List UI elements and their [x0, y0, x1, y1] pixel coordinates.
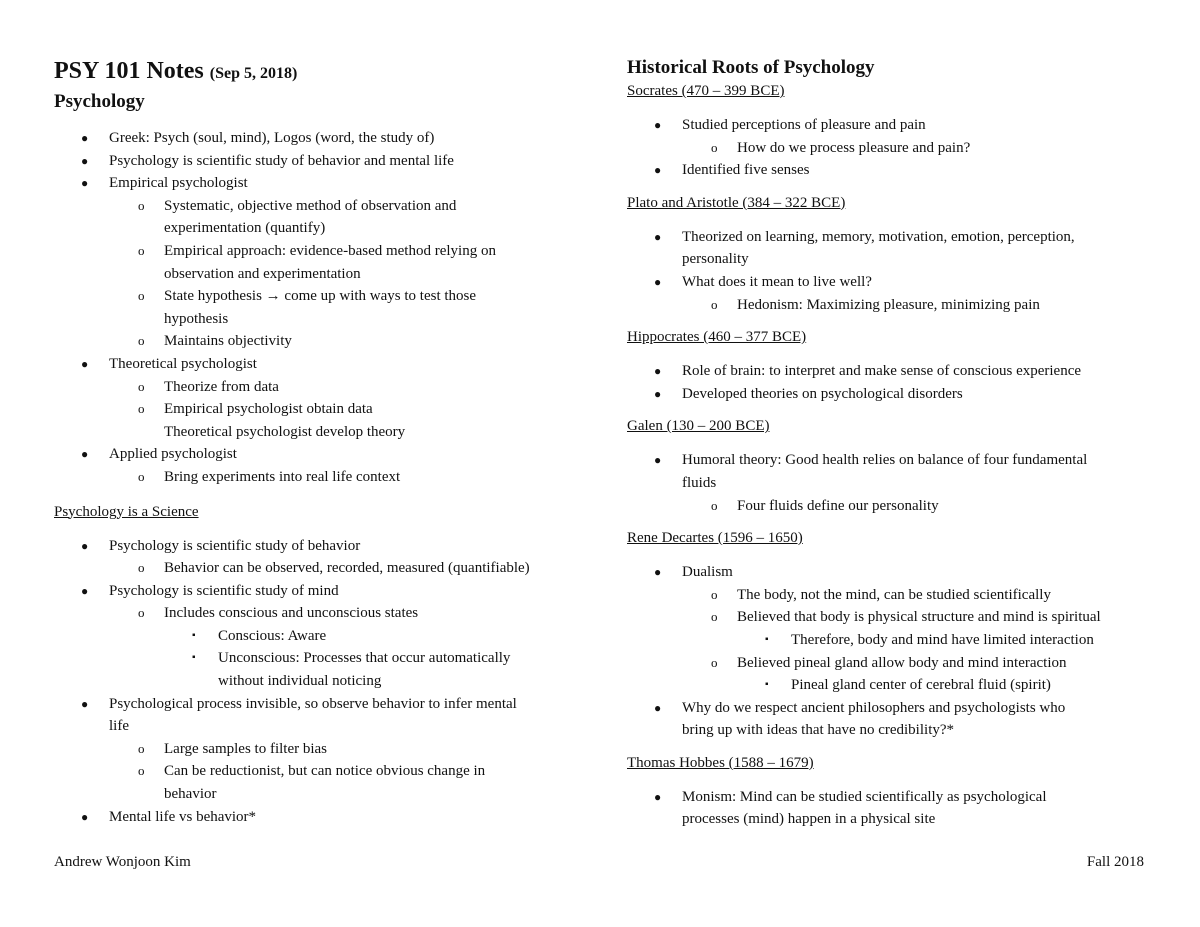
circle-marker: o	[138, 763, 145, 779]
bullet-marker: ●	[654, 229, 662, 244]
list-item: o Can be reductionist, but can notice obvious change in	[54, 760, 579, 783]
list-item: ● Psychological process invisible, so observe behavior to infer mental	[54, 693, 579, 716]
list-item: ● Psychology is scientific study of behavior and mental life	[54, 150, 579, 173]
list-item: o Believed that body is physical structure and mind is spiritual	[627, 606, 1152, 629]
list-item: o Empirical approach: evidence-based method relying on	[54, 240, 579, 263]
list-item-continuation: without individual noticing	[218, 673, 382, 690]
list-item: o Empirical psychologist obtain data	[54, 398, 579, 421]
page-date: (Sep 5, 2018)	[209, 65, 298, 82]
section-heading-historical: Historical Roots of Psychology	[627, 57, 875, 78]
list-item-continuation: experimentation (quantify)	[164, 220, 326, 237]
square-marker: ▪	[192, 652, 196, 664]
list-item: ● Studied perceptions of pleasure and pain	[627, 114, 1152, 137]
bullet-marker: ●	[81, 176, 89, 191]
plato-list	[627, 226, 1152, 316]
bullet-marker: ●	[81, 809, 89, 824]
bullet-marker: ●	[654, 163, 662, 178]
list-item: o Theorize from data	[54, 376, 579, 399]
list-item-continuation: processes (mind) happen in a physical site	[682, 811, 936, 828]
list-item-continuation: personality	[682, 251, 749, 268]
circle-marker: o	[138, 740, 145, 756]
circle-marker: o	[138, 333, 145, 349]
circle-marker: o	[711, 296, 718, 312]
left-column	[54, 56, 579, 828]
psychology-list	[54, 127, 579, 489]
list-item-continuation: observation and experimentation	[164, 265, 361, 282]
list-item: o Hedonism: Maximizing pleasure, minimizing pain	[627, 294, 1152, 317]
list-item-continuation: life	[109, 718, 129, 735]
list-item: ▪ Unconscious: Processes that occur automatically	[54, 647, 579, 670]
list-item: ▪ Conscious: Aware	[54, 625, 579, 648]
list-item: o Believed pineal gland allow body and mind interaction	[627, 652, 1152, 675]
hobbes-list	[627, 786, 1152, 831]
list-item: o State hypothesis → come up with ways to test those	[54, 285, 579, 308]
bullet-marker: ●	[654, 386, 662, 401]
bullet-marker: ●	[654, 700, 662, 715]
list-item-continuation: Theoretical psychologist develop theory	[164, 423, 406, 440]
bullet-marker: ●	[654, 118, 662, 132]
subsection-galen: Galen (130 – 200 BCE)	[627, 418, 770, 435]
subsection-plato: Plato and Aristotle (384 – 322 BCE)	[627, 194, 846, 211]
right-column	[627, 56, 1152, 831]
list-item: ● Mental life vs behavior*	[54, 806, 579, 829]
page-title: PSY 101 Notes (Sep 5, 2018)	[54, 58, 298, 84]
list-item: ● Applied psychologist	[54, 443, 579, 466]
hippocrates-list	[627, 360, 1152, 405]
list-item: ▪ Pineal gland center of cerebral fluid (spirit)	[627, 674, 1152, 697]
bullet-marker: ●	[654, 274, 662, 289]
section-heading-psychology: Psychology	[54, 91, 145, 112]
bullet-marker: ●	[654, 364, 662, 379]
footer-term: Fall 2018	[1086, 854, 1144, 870]
circle-marker: o	[138, 242, 145, 258]
decartes-list	[627, 561, 1152, 742]
list-item: ● Greek: Psych (soul, mind), Logos (word, the study of)	[54, 127, 579, 150]
circle-marker: o	[138, 605, 145, 621]
list-item: ● Role of brain: to interpret and make sense of conscious experience	[627, 360, 1152, 383]
list-item: ● Psychology is scientific study of mind	[54, 580, 579, 603]
list-item: o Behavior can be observed, recorded, measured (quantifiable)	[54, 557, 579, 580]
list-item: ● Psychology is scientific study of behavior	[54, 535, 579, 558]
section-heading-science: Psychology is a Science	[54, 503, 199, 520]
subsection-socrates: Socrates (470 – 399 BCE)	[627, 83, 785, 99]
bullet-marker: ●	[81, 447, 89, 462]
list-item-continuation: behavior	[164, 786, 217, 803]
list-item: ▪ Therefore, body and mind have limited interaction	[627, 629, 1152, 652]
square-marker: ▪	[765, 633, 769, 645]
list-item-continuation: bring up with ideas that have no credibility?*	[682, 722, 955, 739]
science-list	[54, 535, 579, 829]
list-item: ● Dualism	[627, 561, 1152, 584]
list-item: ● Empirical psychologist	[54, 172, 579, 195]
bullet-marker: ●	[81, 538, 89, 553]
list-item-continuation: fluids	[682, 474, 717, 491]
list-item: ● Humoral theory: Good health relies on balance of four fundamental	[627, 449, 1152, 472]
list-item: ● Monism: Mind can be studied scientifically as psychological	[627, 786, 1152, 809]
bullet-marker: ●	[654, 453, 662, 468]
list-item: o Includes conscious and unconscious states	[54, 602, 579, 625]
bullet-marker: ●	[654, 789, 662, 804]
list-item: o Large samples to filter bias	[54, 738, 579, 761]
circle-marker: o	[138, 468, 145, 484]
square-marker: ▪	[765, 679, 769, 691]
list-item: o Four fluids define our personality	[627, 495, 1152, 518]
list-item-continuation: hypothesis	[164, 310, 229, 327]
circle-marker: o	[711, 497, 718, 513]
circle-marker: o	[711, 586, 718, 602]
list-item: ● What does it mean to live well?	[627, 271, 1152, 294]
circle-marker: o	[138, 197, 145, 213]
list-item: o Bring experiments into real life context	[54, 466, 579, 489]
list-item: o The body, not the mind, can be studied scientifically	[627, 584, 1152, 607]
footer-author: Andrew Wonjoon Kim	[54, 854, 191, 870]
circle-marker: o	[138, 378, 145, 394]
list-item: ● Theorized on learning, memory, motivation, emotion, perception,	[627, 226, 1152, 249]
subsection-decartes: Rene Decartes (1596 – 1650)	[627, 530, 803, 547]
circle-marker: o	[138, 401, 145, 417]
list-item: o How do we process pleasure and pain?	[627, 137, 1152, 160]
socrates-list	[627, 114, 1152, 182]
subsection-hippocrates: Hippocrates (460 – 377 BCE)	[627, 329, 807, 346]
square-marker: ▪	[192, 629, 196, 641]
list-item: ● Theoretical psychologist	[54, 353, 579, 376]
list-item: o Systematic, objective method of observation and	[54, 195, 579, 218]
list-item: ● Why do we respect ancient philosophers and psychologists who	[627, 697, 1152, 720]
circle-marker: o	[138, 288, 145, 304]
circle-marker: o	[138, 560, 145, 576]
galen-list	[627, 449, 1152, 517]
bullet-marker: ●	[81, 153, 89, 168]
bullet-marker: ●	[81, 356, 89, 371]
bullet-marker: ●	[81, 696, 89, 711]
bullet-marker: ●	[654, 565, 662, 580]
list-item: ● Developed theories on psychological disorders	[627, 383, 1152, 406]
list-item: ● Identified five senses	[627, 159, 1152, 182]
bullet-marker: ●	[81, 131, 89, 145]
list-item: o Maintains objectivity	[54, 330, 579, 353]
circle-marker: o	[711, 609, 718, 625]
subsection-hobbes: Thomas Hobbes (1588 – 1679)	[627, 754, 814, 771]
circle-marker: o	[711, 654, 718, 670]
bullet-marker: ●	[81, 583, 89, 598]
circle-marker: o	[711, 139, 718, 155]
